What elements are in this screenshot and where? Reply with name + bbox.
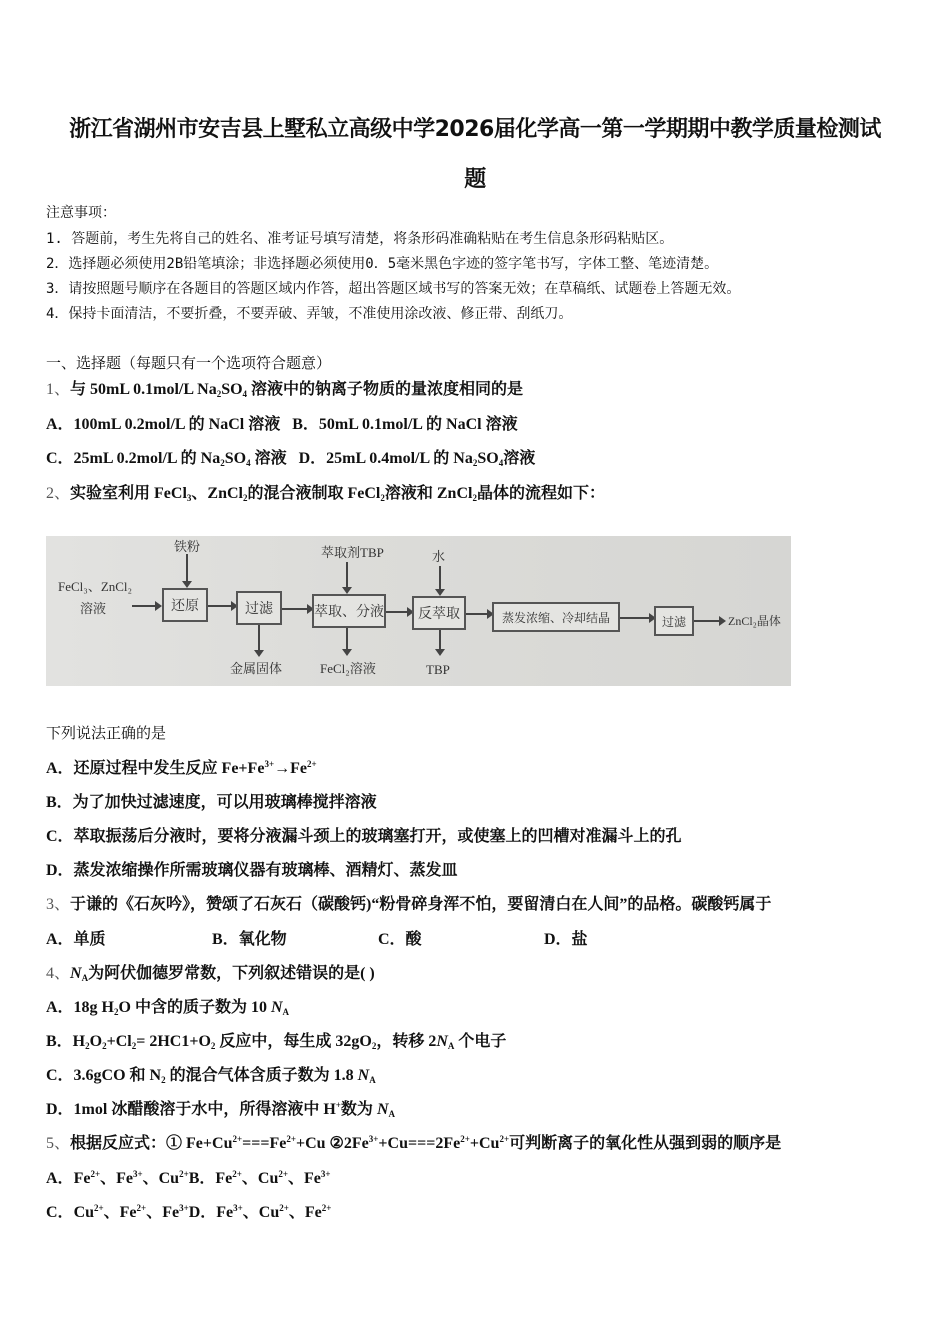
- note-item-3: 3．请按照题号顺序在各题目的答题区域内作答，超出答题区域书写的答案无效；在草稿纸、试题卷上答题无效。: [46, 281, 741, 297]
- q3-option-a[interactable]: A．单质: [46, 931, 106, 948]
- note-item-2: 2．选择题必须使用2B铅笔填涂；非选择题必须使用0．5毫米黑色字迹的签字笔书写，字体工整、笔迹清楚。: [46, 256, 719, 272]
- step-back-extract: 反萃取: [412, 596, 466, 630]
- extractant-label: 萃取剂TBP: [321, 545, 384, 560]
- arrow-icon: [620, 617, 654, 619]
- question-1-stem: 1、与 50mL 0.1mol/L $Na_2SO_4$ 溶液中的钠离子物质的量浓度相同的是: [46, 381, 524, 399]
- question-5-stem: 5、根据反应式：① $Fe+Cu^{2+}===Fe^{2+}+Cu$ $②2Fe^{3+}+Cu===2Fe^{2+}+Cu^{2+}$可判断离子的氧化性从强到弱的顺序是: [46, 1134, 782, 1152]
- question-2-stem: 2、实验室利用 FeCl$_3$、ZnCl$_2$的混合液制取 FeCl$_2$溶液和 ZnCl$_2$晶体的流程如下：: [46, 485, 605, 503]
- q2-option-a[interactable]: A．还原过程中发生反应 $Fe+Fe^{3+}\to Fe^{2+}$: [46, 759, 317, 777]
- arrow-icon: [694, 620, 724, 622]
- arrow-icon: [386, 611, 412, 613]
- q2-option-b[interactable]: B．为了加快过滤速度，可以用玻璃棒搅拌溶液: [46, 794, 377, 811]
- q4-option-d[interactable]: D．1mol 冰醋酸溶于水中，所得溶液中 H+数为 $N_A$: [46, 1100, 395, 1119]
- step-evaporate-crystallize: 蒸发浓缩、冷却结晶: [492, 602, 620, 632]
- arrow-icon: [132, 605, 160, 607]
- iron-powder-label: 铁粉: [174, 539, 201, 554]
- question-3-stem: 3、于谦的《石灰吟》，赞颂了石灰石（碳酸钙)“粉骨碎身浑不怕，要留清白在人间”的品格。碳酸钙属于: [46, 896, 772, 913]
- question-5-options-ab: [46, 1165, 331, 1188]
- process-flow-diagram: [46, 536, 791, 686]
- q4-option-a[interactable]: A．18g $H_2O$ 中含的质子数为 10 $N_A$: [46, 999, 290, 1017]
- water-label: 水: [432, 549, 446, 564]
- fecl2-solution-label: FeCl₂溶液: [320, 661, 376, 676]
- question-2-prompt: 下列说法正确的是: [46, 724, 167, 742]
- step-filter-2: 过滤: [654, 606, 694, 636]
- q5-option-b[interactable]: B．$Fe^{2+}$、$Cu^{2+}$、$Fe^{3+}$: [188, 1169, 331, 1187]
- step-reduce: 还原: [162, 588, 208, 622]
- question-1-options-cd: [46, 445, 535, 468]
- question-1-options-ab: [46, 411, 518, 434]
- q2-option-d[interactable]: D．蒸发浓缩操作所需玻璃仪器有玻璃棒、酒精灯、蒸发皿: [46, 862, 458, 879]
- q1-option-a[interactable]: A．100mL 0.2mol/L 的 NaCl 溶液: [46, 416, 281, 433]
- tbp-label: TBP: [426, 662, 450, 677]
- arrow-icon: [208, 605, 236, 607]
- metal-solid-label: 金属固体: [230, 661, 283, 676]
- section-heading: 一、选择题（每题只有一个选项符合题意）: [46, 354, 332, 372]
- document-title-line1: 浙江省湖州市安吉县上墅私立高级中学2026届化学高一第一学期期中教学质量检测试: [69, 117, 881, 142]
- q5-option-d[interactable]: D．$Fe^{3+}$、$Cu^{2+}$、$Fe^{2+}$: [188, 1203, 332, 1221]
- arrow-down-icon: [439, 566, 441, 594]
- question-5-options-cd: [46, 1199, 331, 1222]
- step-extract-separate: 萃取、分液: [312, 594, 386, 628]
- q5-option-c[interactable]: C．$Cu^{2+}$、$Fe^{2+}$、$Fe^{3+}$: [46, 1203, 189, 1221]
- step-filter-1: 过滤: [236, 591, 282, 625]
- question-4-stem: 4、$N_A$为阿伏伽德罗常数，下列叙述错误的是( ): [46, 965, 375, 983]
- input-label: FeCl₃、ZnCl₂: [58, 579, 133, 594]
- q4-option-c[interactable]: C．3.6gCO 和 $N_2$ 的混合气体含质子数为 1.8 $N_A$: [46, 1067, 376, 1085]
- note-item-4: 4．保持卡面清洁，不要折叠，不要弄破、弄皱，不准使用涂改液、修正带、刮纸刀。: [46, 306, 573, 322]
- arrow-icon: [466, 613, 492, 615]
- notes-heading: 注意事项：: [46, 205, 116, 221]
- q5-option-a[interactable]: A．$Fe^{2+}$、$Fe^{3+}$、$Cu^{2+}$: [46, 1169, 189, 1187]
- q3-option-d[interactable]: D．盐: [544, 931, 588, 948]
- q1-option-c[interactable]: C．25mL 0.2mol/L 的 $Na_2SO_4$ 溶液: [46, 450, 287, 468]
- arrow-down-icon: [258, 625, 260, 655]
- q3-option-b[interactable]: B．氧化物: [212, 931, 287, 948]
- arrow-down-icon: [186, 554, 188, 586]
- note-item-1: 1. 答题前，考生先将自己的姓名、准考证号填写清楚，将条形码准确粘贴在考生信息条形码粘贴区。: [46, 231, 674, 247]
- q4-option-b[interactable]: B．$H_2O_2+Cl_2= 2HC1+O_2$ 反应中，每生成 $32gO_2$，转移 $2N_A$ 个电子: [46, 1033, 507, 1051]
- arrow-down-icon: [346, 562, 348, 592]
- q3-option-c[interactable]: C．酸: [378, 931, 422, 948]
- document-title-line2: 题: [464, 167, 486, 192]
- input-label-solution: 溶液: [80, 601, 107, 616]
- arrow-down-icon: [439, 630, 441, 654]
- q1-option-d[interactable]: D．25mL 0.4mol/L 的 $Na_2SO_4$溶液: [298, 450, 536, 468]
- question-3-options: [46, 926, 588, 949]
- arrow-down-icon: [346, 628, 348, 654]
- q2-option-c[interactable]: C．萃取振荡后分液时，要将分液漏斗颈上的玻璃塞打开，或使塞上的凹槽对准漏斗上的孔: [46, 828, 682, 845]
- q1-option-b[interactable]: B．50mL 0.1mol/L 的 NaCl 溶液: [292, 416, 518, 433]
- zncl2-crystal-label: ZnCl₂晶体: [728, 614, 781, 628]
- arrow-icon: [282, 608, 312, 610]
